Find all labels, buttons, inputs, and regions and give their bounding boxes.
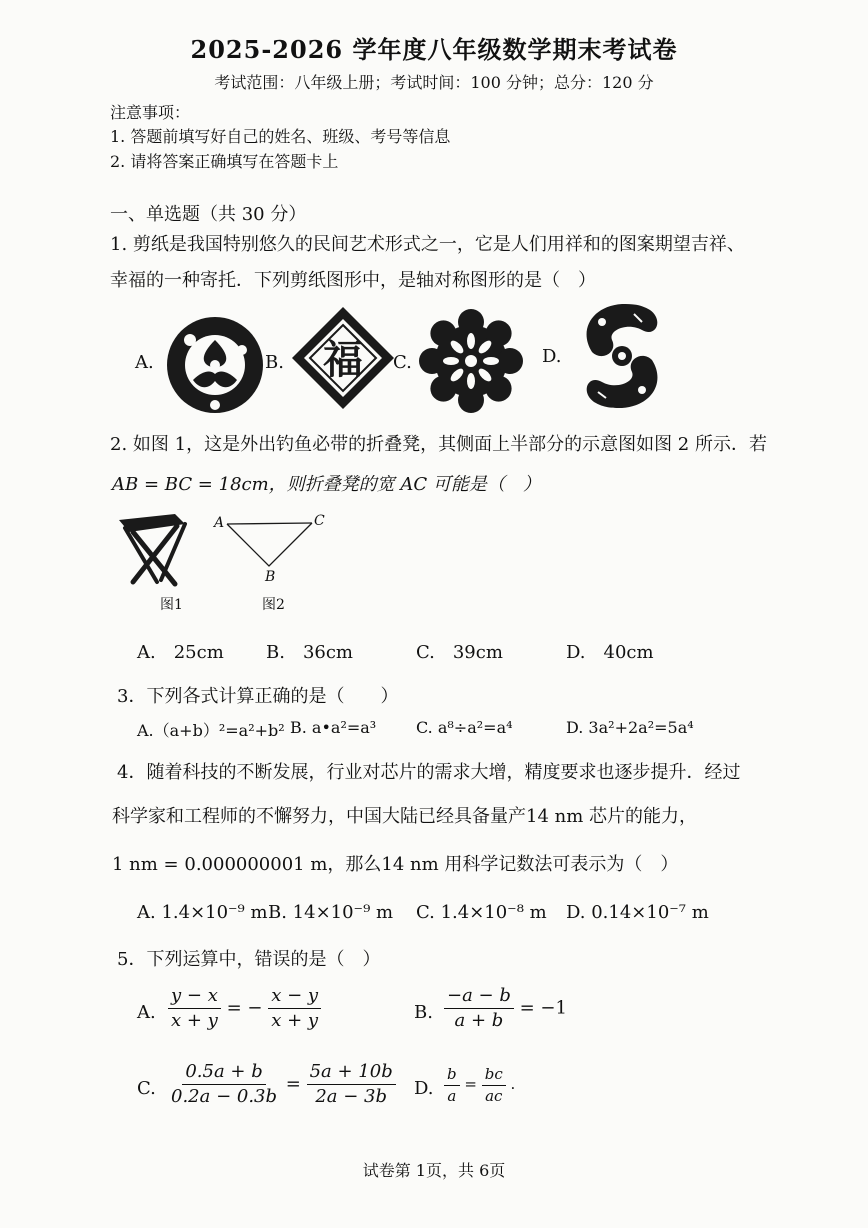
note-item: 1. 答题前填写好自己的姓名、班级、考号等信息 [110,127,451,146]
operator: = [285,1073,301,1095]
q3-option-b: B. a•a²=a³ [290,718,377,737]
fraction-numerator: x − y [268,986,321,1009]
point-c-label: C [314,513,325,529]
q1-stem-line2: 幸福的一种寄托．下列剪纸图形中，是轴对称图形的是（ ） [110,270,596,291]
notes-heading: 注意事项： [110,103,191,122]
q1-option-b-label: B. [265,352,284,373]
fraction-denominator: 2a − 3b [315,1085,387,1107]
q1-option-a-label: A. [135,352,154,373]
q5-stem: 5．下列运算中，错误的是（ ） [117,949,381,970]
fu-character: 福 [323,336,363,383]
period: . [510,1075,516,1093]
operator: = [464,1075,477,1093]
q2-option-a: A. 25cm [137,642,224,663]
equation-rhs: = −1 [519,997,567,1019]
section-heading: 一、单选题（共 30 分） [110,204,307,225]
q1-option-c-label: C. [393,352,412,373]
papercut-d-image [572,300,672,412]
q2-option-b: B. 36cm [266,642,354,663]
q1-stem-line1: 1. 剪纸是我国特别悠久的民间艺术形式之一，它是人们用祥和的图案期望吉祥、 [110,234,745,255]
q4-stem-line3: 1 nm = 0.000000001 m，那么14 nm 用科学记数法可表示为（ ） [112,854,679,875]
point-b-label: B [265,569,276,585]
q2-stem-line1: 2. 如图 1，这是外出钓鱼必带的折叠凳，其侧面上半部分的示意图如图 2 所示．若 [110,434,767,455]
q1-option-d-label: D. [542,346,562,367]
fraction-denominator: 0.2a − 0.3b [171,1085,278,1107]
q3-stem: 3．下列各式计算正确的是（ ） [117,686,399,707]
q2-stem-line2: AB = BC = 18cm，则折叠凳的宽 AC 可能是（ ） [112,474,541,495]
q4-stem-line2: 科学家和工程师的不懈努力，中国大陆已经具备量产14 nm 芯片的能力， [112,806,698,827]
q5-option-d-expr [444,1066,515,1104]
q3-option-c: C. a⁸÷a²=a⁴ [416,718,513,737]
fraction-denominator: a + b [454,1009,504,1031]
q2-option-d: D. 40cm [566,642,654,663]
page-footer: 试卷第 1页，共 6页 [362,1161,506,1180]
exam-info: 考试范围：八年级上册；考试时间：100 分钟；总分：120 分 [214,73,654,92]
note-item: 2. 请将答案正确填写在答题卡上 [110,152,339,171]
fraction-numerator: y − x [168,986,221,1009]
q4-stem-line1: 4．随着科技的不断发展，行业对芯片的需求大增，精度要求也逐步提升．经过 [117,762,741,783]
q4-option-a: A. 1.4×10⁻⁹ m [137,902,268,923]
folding-stool-image [115,510,195,590]
q4-option-d: D. 0.14×10⁻⁷ m [566,902,709,923]
q5-option-c-label: C. [137,1078,156,1099]
triangle-abc-diagram [225,520,315,570]
figure-2-caption: 图2 [262,597,285,613]
fraction-numerator: 5a + 10b [307,1062,396,1085]
q5-option-a-label: A. [137,1002,156,1023]
fraction-denominator: ac [485,1086,503,1105]
fraction-denominator: x + y [271,1009,319,1031]
q2-option-c: C. 39cm [416,642,503,663]
fraction-denominator: x + y [171,1009,218,1031]
figure-1-caption: 图1 [160,597,183,613]
exam-title: 2025-2026 学年度八年级数学期末考试卷 [190,35,678,64]
q3-option-a: A.（a+b）²=a²+b² [137,721,285,740]
q5-option-c-expr [168,1062,396,1107]
q3-option-d: D. 3a²+2a²=5a⁴ [566,718,694,737]
fraction-denominator: a [447,1086,457,1105]
fraction-numerator: bc [482,1066,506,1086]
point-a-label: A [214,515,225,531]
fraction-numerator: 0.5a + b [182,1062,265,1085]
papercut-c-image [418,308,524,414]
fraction-numerator: b [444,1066,460,1086]
q5-option-b-label: B. [414,1002,433,1023]
q5-option-b-expr [444,986,567,1031]
q5-option-a-expr [168,986,321,1031]
papercut-a-image [160,310,270,420]
papercut-b-image [290,305,396,411]
q4-option-c: C. 1.4×10⁻⁸ m [416,902,547,923]
q5-option-d-label: D. [414,1078,434,1099]
operator: = − [226,997,263,1019]
q4-option-b: B. 14×10⁻⁹ m [268,902,394,923]
fraction-numerator: −a − b [444,986,514,1009]
